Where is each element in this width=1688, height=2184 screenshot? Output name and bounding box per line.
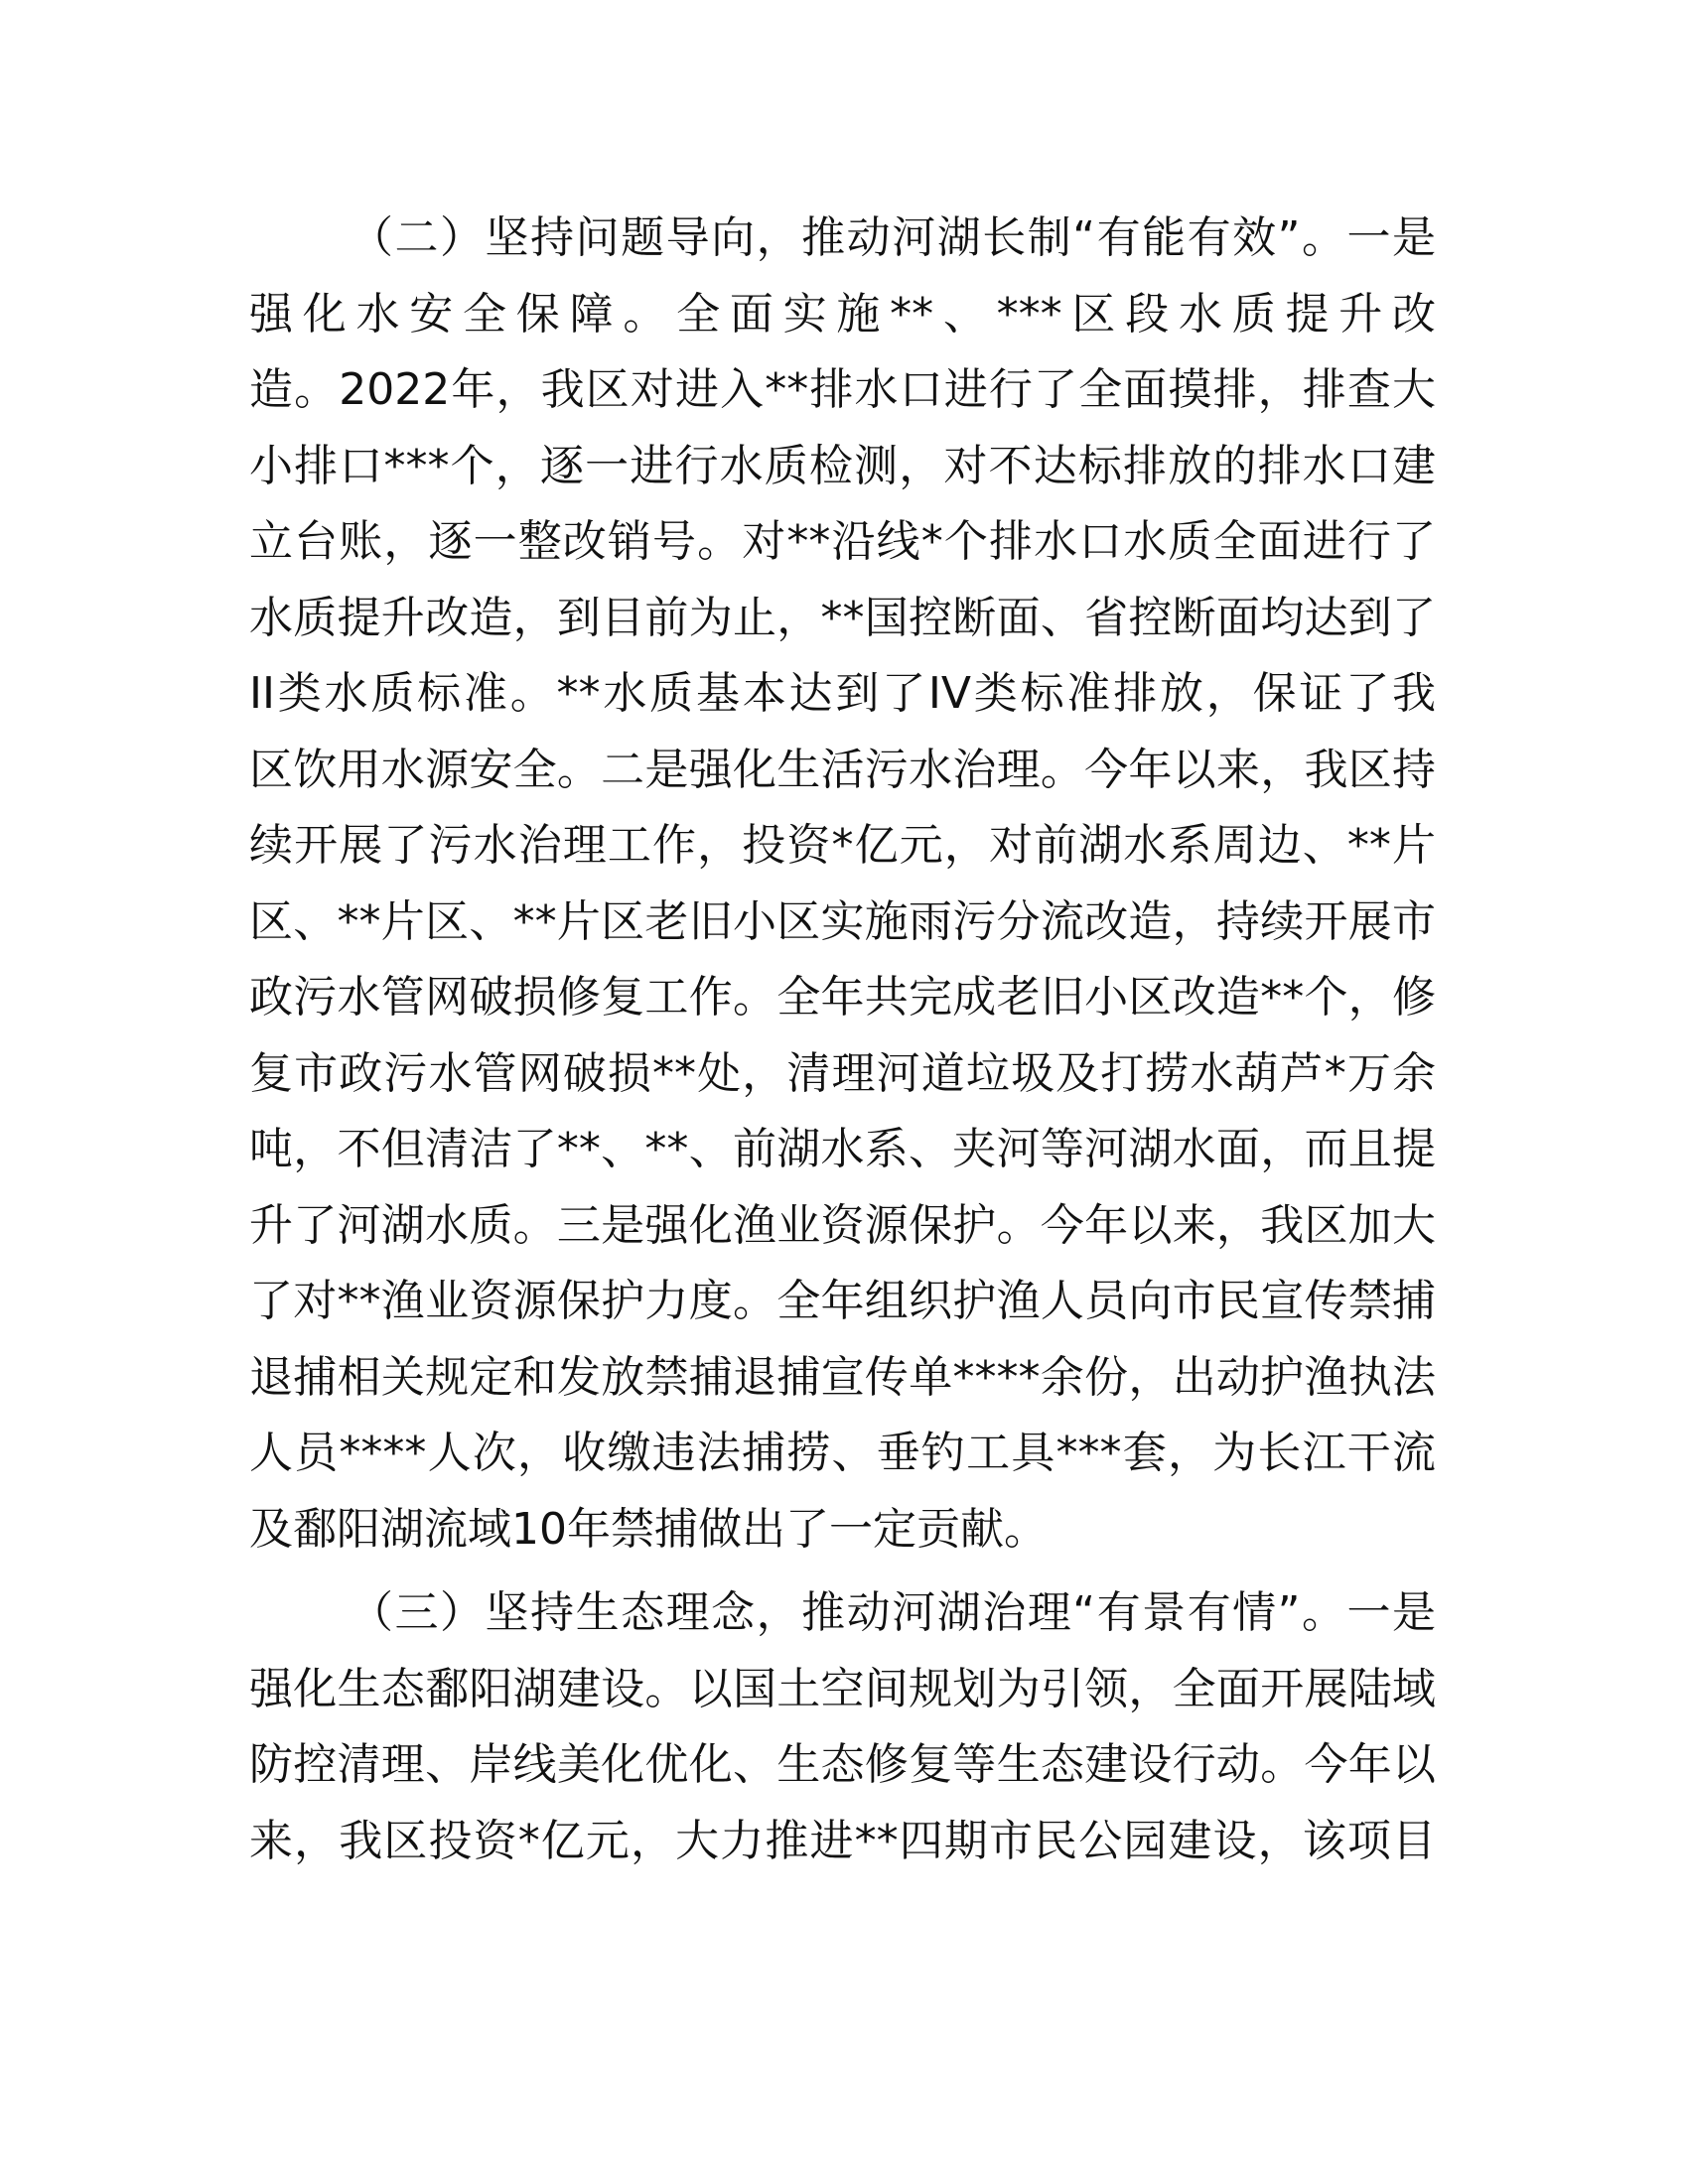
text-line: 强化水安全保障。全面实施**、***区段水质提升改 <box>249 289 1436 340</box>
text-line: 小排口***个，逐一进行水质检测，对不达标排放的排水口建 <box>249 441 1436 491</box>
text-line: 续开展了污水治理工作，投资*亿元，对前湖水系周边、**片 <box>249 820 1436 871</box>
text-line: 区、**片区、**片区老旧小区实施雨污分流改造，持续开展市 <box>249 896 1436 947</box>
text-line: 水质提升改造，到目前为止，**国控断面、省控断面均达到了 <box>249 593 1436 643</box>
text-line: 复市政污水管网破损**处，清理河道垃圾及打捞水葫芦*万余 <box>249 1048 1436 1099</box>
text-line: 防控清理、岸线美化优化、生态修复等生态建设行动。今年以 <box>249 1739 1436 1790</box>
text-line: 立台账，逐一整改销号。对**沿线*个排水口水质全面进行了 <box>249 516 1436 567</box>
text-line: 退捕相关规定和发放禁捕退捕宣传单****余份，出动护渔执法 <box>249 1352 1436 1403</box>
text-line: 人员****人次，收缴违法捕捞、垂钓工具***套，为长江干流 <box>249 1428 1436 1478</box>
text-line: 区饮用水源安全。二是强化生活污水治理。今年以来，我区持 <box>249 745 1436 795</box>
paragraph-3-heading-line: （三）坚持生态理念，推动河湖治理“有景有情”。一是 <box>350 1587 1436 1638</box>
text-line: 吨，不但清洁了**、**、前湖水系、夹河等河湖水面，而且提 <box>249 1124 1436 1174</box>
text-line: 政污水管网破损修复工作。全年共完成老旧小区改造**个，修 <box>249 972 1436 1023</box>
text-line: II类水质标准。**水质基本达到了IV类标准排放，保证了我 <box>249 668 1436 719</box>
text-line: 强化生态鄱阳湖建设。以国土空间规划为引领，全面开展陆域 <box>249 1664 1436 1714</box>
text-line: 了对**渔业资源保护力度。全年组织护渔人员向市民宣传禁捕 <box>249 1276 1436 1326</box>
text-line: 来，我区投资*亿元，大力推进**四期市民公园建设，该项目 <box>249 1816 1436 1866</box>
paragraph-2-heading-line: （二）坚持问题导向，推动河湖长制“有能有效”。一是 <box>350 212 1436 263</box>
text-line: 升了河湖水质。三是强化渔业资源保护。今年以来，我区加大 <box>249 1200 1436 1251</box>
text-line: 造。2022年，我区对进入**排水口进行了全面摸排，排查大 <box>249 364 1436 415</box>
text-line: 及鄱阳湖流域10年禁捕做出了一定贡献。 <box>249 1504 1048 1555</box>
